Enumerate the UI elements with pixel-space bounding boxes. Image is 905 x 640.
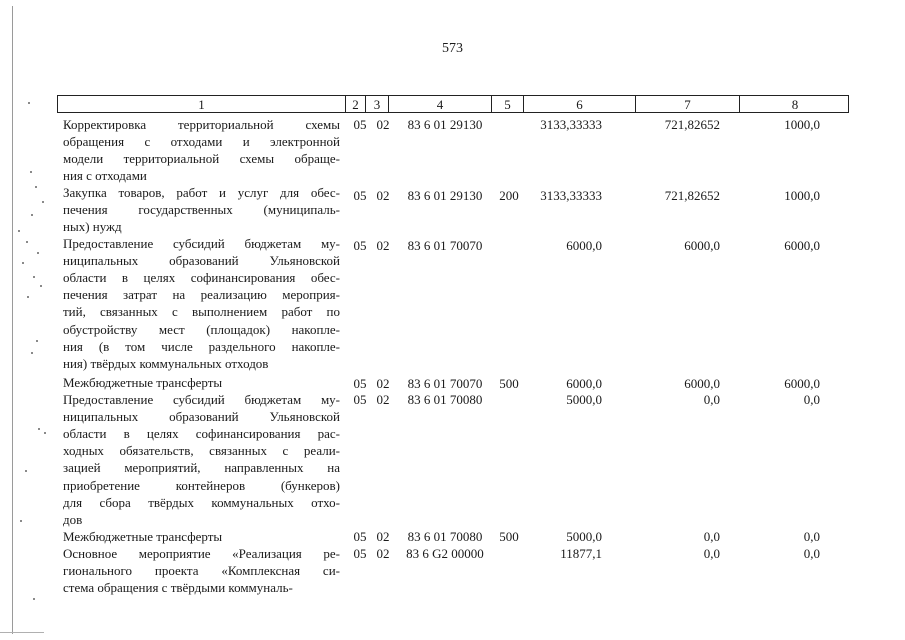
- section-code: 05: [353, 529, 367, 544]
- scan-speck: [37, 252, 39, 254]
- amount-col-8: 1000,0: [784, 117, 820, 132]
- left-margin-rule: [12, 6, 13, 634]
- row-description-line: ния (в том числе раздельного накопле-: [63, 339, 340, 354]
- row-description-line: Закупка товаров, работ и услуг для обес-: [63, 185, 340, 200]
- row-description-line: приобретение контейнеров (бункеров): [63, 478, 340, 493]
- expense-type-code: [496, 117, 522, 133]
- amount-col-7: 6000,0: [684, 238, 720, 253]
- section-code: 05: [353, 546, 367, 561]
- section-code: 05: [353, 117, 367, 132]
- row-description-line: Предоставление субсидий бюджетам му-: [63, 392, 340, 407]
- row-description-line: Межбюджетные трансферты: [63, 529, 223, 544]
- amount-col-8: 0,0: [803, 392, 820, 407]
- row-description-line: ходных обязательств, связанных с реали-: [63, 443, 340, 458]
- expense-type-code: [496, 546, 522, 562]
- expense-type-code: 500: [499, 529, 519, 544]
- amount-col-8: 0,0: [803, 529, 820, 544]
- subsection-code: 02: [376, 546, 390, 561]
- subsection-code: 02: [376, 529, 390, 544]
- row-description-line: Основное мероприятие «Реализация ре-: [63, 546, 340, 561]
- row-description-line: печения затрат на реализацию мероприя-: [63, 287, 340, 302]
- amount-col-7: 721,82652: [664, 117, 720, 132]
- bottom-margin-rule: [0, 632, 44, 633]
- amount-col-8: 6000,0: [784, 238, 820, 253]
- section-code: 05: [353, 188, 367, 203]
- scan-speck: [38, 428, 40, 430]
- target-article-code: 83 6 G2 00000: [406, 546, 484, 561]
- row-description-line: ниципальных образований Ульяновской: [63, 253, 340, 268]
- amount-col-6: 6000,0: [566, 376, 602, 391]
- row-description-line: гионального проекта «Комплексная си-: [63, 563, 340, 578]
- header-cell-6: 6: [524, 96, 636, 112]
- row-description-line: тий, связанных с выполнением работ по: [63, 304, 340, 319]
- scan-speck: [22, 262, 24, 264]
- expense-type-code: [496, 238, 522, 254]
- section-code: 05: [353, 392, 367, 407]
- amount-col-6: 5000,0: [566, 529, 602, 544]
- scan-speck: [30, 171, 32, 173]
- row-description-line: ниципальных образований Ульяновской: [63, 409, 340, 424]
- scan-speck: [40, 285, 42, 287]
- header-cell-7: 7: [636, 96, 740, 112]
- header-cell-2: 2: [346, 96, 366, 112]
- amount-col-7: 721,82652: [664, 188, 720, 203]
- row-description-line: для сбора твёрдых коммунальных отхо-: [63, 495, 340, 510]
- subsection-code: 02: [376, 188, 390, 203]
- row-description-line: печения государственных (муниципаль-: [63, 202, 340, 217]
- row-description-line: дов: [63, 512, 83, 527]
- amount-col-7: 0,0: [703, 392, 720, 407]
- amount-col-8: 1000,0: [784, 188, 820, 203]
- row-description-line: ния) твёрдых коммунальных отходов: [63, 356, 269, 371]
- header-cell-4: 4: [389, 96, 492, 112]
- scan-speck: [31, 352, 33, 354]
- scan-speck: [28, 102, 30, 104]
- section-code: 05: [353, 238, 367, 253]
- row-description-line: обращения с отходами и электронной: [63, 134, 340, 149]
- page-number: 573: [442, 41, 463, 56]
- scan-speck: [26, 241, 28, 243]
- scan-speck: [33, 276, 35, 278]
- scan-speck: [25, 470, 27, 472]
- amount-col-7: 6000,0: [684, 376, 720, 391]
- header-cell-3: 3: [366, 96, 389, 112]
- row-description-line: стема обращения с твёрдыми коммуналь-: [63, 580, 293, 595]
- scan-speck: [18, 230, 20, 232]
- row-description-line: Предоставление субсидий бюджетам му-: [63, 236, 340, 251]
- row-description-line: области в целях софинансирования обес-: [63, 270, 340, 285]
- expense-type-code: [496, 392, 522, 408]
- subsection-code: 02: [376, 376, 390, 391]
- amount-col-6: 3133,33333: [540, 188, 602, 203]
- subsection-code: 02: [376, 392, 390, 407]
- row-description-line: области в целях софинансирования рас-: [63, 426, 340, 441]
- scan-speck: [44, 432, 46, 434]
- target-article-code: 83 6 01 70080: [407, 392, 483, 407]
- amount-col-8: 6000,0: [784, 376, 820, 391]
- target-article-code: 83 6 01 70080: [407, 529, 483, 544]
- amount-col-6: 11877,1: [560, 546, 602, 561]
- scan-speck: [27, 296, 29, 298]
- amount-col-6: 6000,0: [566, 238, 602, 253]
- expense-type-code: 500: [499, 376, 519, 391]
- header-cell-1: 1: [58, 96, 346, 112]
- target-article-code: 83 6 01 29130: [407, 117, 483, 132]
- subsection-code: 02: [376, 238, 390, 253]
- expense-type-code: 200: [499, 188, 519, 203]
- scan-speck: [36, 340, 38, 342]
- row-description-line: зацией мероприятий, направленных на: [63, 460, 340, 475]
- amount-col-6: 3133,33333: [540, 117, 602, 132]
- amount-col-7: 0,0: [703, 546, 720, 561]
- amount-col-7: 0,0: [703, 529, 720, 544]
- scan-speck: [33, 598, 35, 600]
- row-description-line: Межбюджетные трансферты: [63, 375, 223, 390]
- target-article-code: 83 6 01 29130: [407, 188, 483, 203]
- header-cell-8: 8: [791, 97, 799, 112]
- row-description-line: Корректировка территориальной схемы: [63, 117, 340, 132]
- scan-speck: [35, 186, 37, 188]
- scan-speck: [20, 520, 22, 522]
- amount-col-8: 0,0: [803, 546, 820, 561]
- row-description-line: обустройству мест (площадок) накопле-: [63, 322, 340, 337]
- row-description-line: модели территориальной схемы обраще-: [63, 151, 340, 166]
- section-code: 05: [353, 376, 367, 391]
- target-article-code: 83 6 01 70070: [407, 238, 483, 253]
- row-description-line: ных) нужд: [63, 219, 122, 234]
- row-description-line: ния с отходами: [63, 168, 147, 183]
- subsection-code: 02: [376, 117, 390, 132]
- header-cell-5: 5: [492, 96, 524, 112]
- target-article-code: 83 6 01 70070: [407, 376, 483, 391]
- scan-speck: [31, 214, 33, 216]
- amount-col-6: 5000,0: [566, 392, 602, 407]
- table-header: [57, 95, 849, 113]
- scan-speck: [42, 201, 44, 203]
